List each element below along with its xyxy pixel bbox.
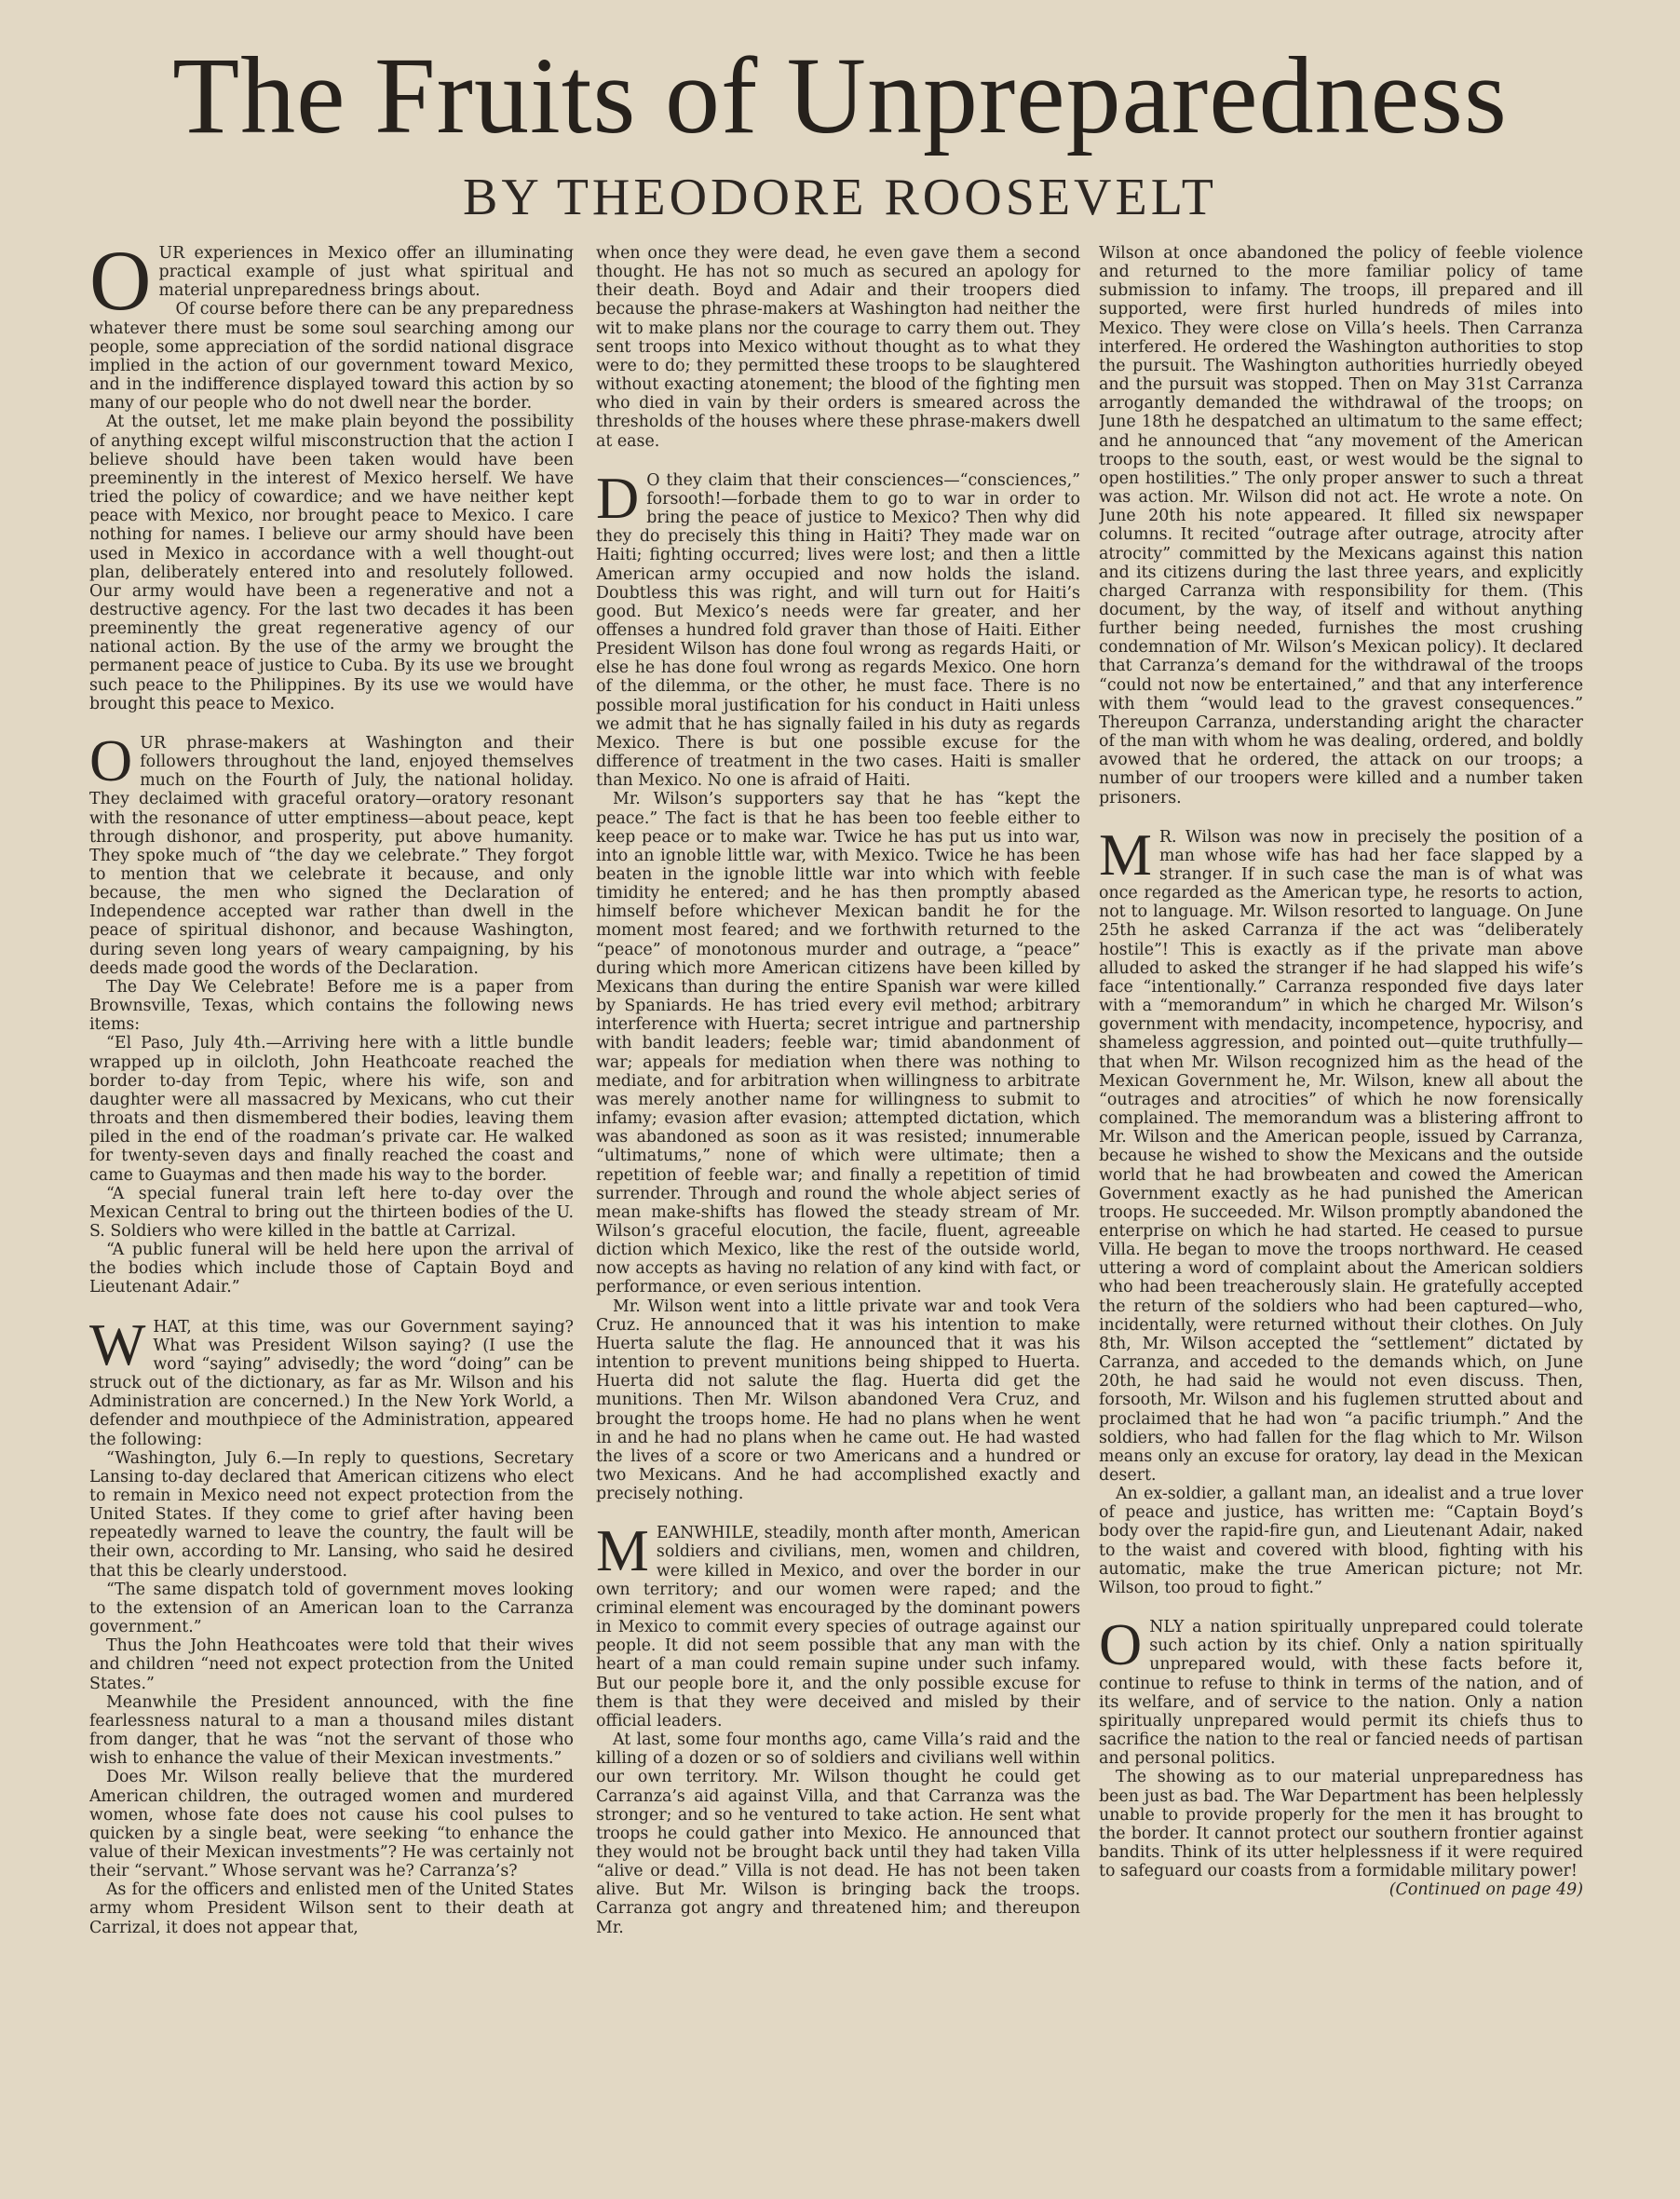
paragraph: Mr. Wilson went into a little private war and took Vera Cruz. He announced that it was his intention to make Huerta salute the flag. He announced that it was his intention to prevent munitions being shipped to Huerta. Huerta did not salute the flag. Huerta did get the munitions. Then Mr. Wilson abandoned Vera Cruz, and brought the troops home. He had no plans when he went in and he had no plans when he came out. He had wasted the lives of a score or two Americans and a hundred or two Mexicans. And he had accomplished exactly and precisely nothing. bbox=[596, 1296, 1080, 1504]
paragraph-text: HAT, at this time, was our Government saying? What was President Wilson saying? (I use the word “saying” advisedly; the word “doing” can be struck out of the dictionary, as far as Mr. Wilson and his Administration are concerned.) In the New York World, a defender and mouthpiece of the Administration, appeared the following: bbox=[89, 1317, 574, 1449]
text-column-3 bbox=[1099, 244, 1583, 2163]
drop-cap: D bbox=[596, 464, 640, 531]
text-column-2 bbox=[596, 244, 1080, 2163]
text-column-1 bbox=[89, 244, 574, 2163]
section-paragraph bbox=[89, 726, 574, 978]
paragraph-text: UR phrase-makers at Washington and their followers throughout the land, enjoyed themselves much on the Fourth of July, the national holiday. They declaimed with graceful oratory—oratory resonant with the resonance of utter emptiness—about peace, kept through dishonor, and prosperity, put above humanity. They spoke much of “the day we celebrate.” They forgot to mention that we celebrate it because, and only because, the men who signed the Declaration of Independence accepted war rather than dwell in the peace of spiritual dishonor, and because Washington, during seven long years of weary campaigning, by his deeds made good the words of the Declaration. bbox=[89, 733, 574, 978]
article-title: The Fruits of Unpreparedness bbox=[172, 34, 1508, 156]
paragraph: Of course before there can be any preparedness whatever there must be some soul searching among our people, some appreciation of the sordid national disgrace implied in the action of our government toward Mexico, and in the indifference displayed toward this action by so many of our people who do not dwell near the border. bbox=[89, 300, 574, 414]
article-byline: BY THEODORE ROOSEVELT bbox=[463, 169, 1217, 226]
paragraph: “El Paso, July 4th.—Arriving here with a little bundle wrapped up in oilcloth, John Heathcoate reached the border to-day from Tepic, where his wife, son and daughter were all massacred by Mexicans, who cut their throats and then dismembered their bodies, leaving them piled in the end of the roadman’s private car. He walked for twenty-seven days and finally reached the coast and came to Guaymas and then made his way to the border. bbox=[89, 1034, 574, 1185]
paragraph-text: UR experiences in Mexico offer an illuminating practical example of just what spiritual and material unpreparedness brings about. bbox=[158, 244, 574, 301]
paragraph: The Day We Celebrate! Before me is a paper from Brownsville, Texas, which contains the following news items: bbox=[89, 977, 574, 1035]
drop-cap: M bbox=[596, 1517, 649, 1584]
paragraph: Does Mr. Wilson really believe that the murdered American children, the outraged women and murdered women, whose fate does not cause his cool pulses to quicken by a single beat, were seeking “to enhance the value of their Mexican investments”? He was certainly not their “servant.” Whose servant was he? Carranza’s? bbox=[89, 1768, 574, 1881]
paragraph: At the outset, let me make plain beyond the possibility of anything except wilful misconstruction that the action I believe should have been taken would have been preeminently in the interest of Mexico herself. We have tried the policy of cowardice; and we have neither kept peace with Mexico, nor brought peace to Mexico. I care nothing for names. I believe our army should have been used in Mexico in accordance with a well thought-out plan, deliberately entered into and resolutely followed. Our army would have been a regenerative and not a destructive agency. For the last two decades it has been preeminently the great regenerative agency of our national action. By the use of the army we brought the permanent peace of justice to Cuba. By its use we brought such peace to the Philippines. By its use we would have brought this peace to Mexico. bbox=[89, 413, 574, 713]
paragraph-text: O they claim that their consciences—“consciences,” forsooth!—forbade them to go to war in order to bring the peace of justice to Mexico? Then why did they do precisely this thing in Haiti? They made war on Haiti; fighting occurred; lives were lost; and then a little American army occupied and now holds the island. Doubtless this was right, and will turn out for Haiti’s good. But Mexico’s needs were far greater, and her offenses a hundred fold graver than those of Haiti. Either President Wilson has done foul wrong as regards Haiti, or else he has done foul wrong as regards Mexico. One horn of the dilemma, or the other, he must face. There is no possible moral justification for his conduct in Haiti unless we admit that he has signally failed in his duty as regards Mexico. There is but one possible excuse for the difference of treatment in the two cases. Haiti is smaller than Mexico. No one is afraid of Haiti. bbox=[596, 470, 1080, 791]
section-paragraph bbox=[89, 1310, 574, 1449]
paragraph-text: NLY a nation spiritually unprepared could tolerate such action by its chief. Only a nation spiritually unprepared would, with these facts before it, continue to refuse to think in terms of the nation, and of its welfare, and of service to the nation. Only a nation spiritually unprepared would permit its chiefs thus to sacrifice the nation to the real or fancied needs of partisan and personal politics. bbox=[1099, 1618, 1583, 1769]
paragraph: “A special funeral train left here to-day over the Mexican Central to bring out the thirteen bodies of the U. S. Soldiers who were killed in the battle at Carrizal. bbox=[89, 1184, 574, 1241]
paragraph: Wilson at once abandoned the policy of feeble violence and returned to the more familiar policy of tame submission to infamy. The troops, ill prepared and ill supported, were first hurled hundreds of miles into Mexico. They were close on Villa’s heels. Then Carranza interfered. He ordered the Washington authorities to stop the pursuit. The Washington authorities hurriedly obeyed and the pursuit was stopped. Then on May 31st Carranza arrogantly demanded the withdrawal of the troops; on June 18th he despatched an ultimatum to the same effect; and he announced that “any movement of the American troops to the south, east, or west would be the signal to open hostilities.” The only proper answer to such a threat was action. Mr. Wilson did not act. He wrote a note. On June 20th his note appeared. It filled six newspaper columns. It recited “outrage after outrage, atrocity after atrocity” committed by the Mexicans against this nation and its citizens during the last three years, and explicitly charged Carranza with responsibility for them. (This document, by the way, of itself and without anything further being needed, furnishes the most crushing condemnation of Mr. Wilson’s Mexican policy). It declared that Carranza’s demand for the withdrawal of the troops “could not now be entertained,” and that any interference with them “would lead to the gravest consequences.” Thereupon Carranza, understanding aright the character of the man with whom he was dealing, ordered, and boldly avowed that he ordered, the attack on our troops; a number of our troopers were killed and a number taken prisoners. bbox=[1099, 244, 1583, 808]
paragraph: Thus the John Heathcoates were told that their wives and children “need not expect protection from the United States.” bbox=[89, 1636, 574, 1693]
drop-cap: O bbox=[1099, 1611, 1143, 1678]
section-paragraph bbox=[596, 1517, 1080, 1731]
paragraph-text: R. Wilson was now in precisely the position of a man whose wife has had her face slapped by a stranger. If in such case the man is of what was once regarded as the American type, he resorts to action, not to language. Mr. Wilson resorted to language. On June 25th he asked Carranza if the act was “deliberately hostile”! This is exactly as if the private man above alluded to asked the stranger if he had slapped his wife’s face “intentionally.” Carranza responded five days later with a “memorandum” in which he charged Mr. Wilson’s government with mendacity, incompetence, hypocrisy, and shameless aggression, and pointed out—quite truthfully—that when Mr. Wilson recognized him as the head of the Mexican Government he, Mr. Wilson, knew all about the “outrages and atrocities” of which he now forensically complained. The memorandum was a blistering affront to Mr. Wilson and the American people, issued by Carranza, because he wished to show the Mexicans and the outside world that he had browbeaten and cowed the American Government exactly as he had punished the American troops. He succeeded. Mr. Wilson promptly abandoned the enterprise on which he had started. He ceased to pursue Villa. He began to move the troops northward. He ceased uttering a word of complaint about the American soldiers who had been treacherously slain. He gratefully accepted the return of the soldiers who had been captured—who, incidentally, were returned without their clothes. On July 8th, Mr. Wilson accepted the “settlement” dictated by Carranza, and acceded to the demands which, on June 20th, he had said he would not even discuss. Then, forsooth, Mr. Wilson and his fuglemen strutted about and proclaimed that he had won “a pacific triumph.” And the soldiers, who had fallen for the flag which to Mr. Wilson means only an excuse for oratory, lay dead in the Mexican desert. bbox=[1099, 827, 1583, 1485]
drop-cap: M bbox=[1099, 821, 1152, 888]
drop-cap: O bbox=[89, 244, 152, 328]
paragraph: when once they were dead, he even gave them a second thought. He has not so much as secured an apology for their death. Boyd and Adair and their troopers died because the phrase-makers at Washington had neither the wit to make plans nor the courage to carry them out. They sent troops into Mexico without thought as to what they were to do; they permitted these troops to be slaughtered without exacting atonement; the blood of the fighting men who died in vain by their orders is smeared across the thresholds of the houses where these phrase-makers dwell at ease. bbox=[596, 244, 1080, 451]
paragraph: “Washington, July 6.—In reply to questions, Secretary Lansing to-day declared that American citizens who elect to remain in Mexico need not expect protection from the United States. If they come to grief after having been repeatedly warned to leave the country, the fault will be their own, according to Mr. Lansing, who said he desired that this be clearly understood. bbox=[89, 1448, 574, 1581]
continued-note: (Continued on page 49) bbox=[1389, 1880, 1583, 1900]
paragraph: “The same dispatch told of government moves looking to the extension of an American loan to the Carranza government.” bbox=[89, 1580, 574, 1637]
paragraph: The showing as to our material unpreparedness has been just as bad. The War Department has been helplessly unable to provide properly for the men it has brought to the border. It cannot protect our southern frontier against bandits. Think of its utter helplessness if it were required to safeguard our coasts from a formidable military power! bbox=[1099, 1768, 1583, 1881]
section-paragraph bbox=[89, 244, 574, 328]
section-paragraph bbox=[1099, 1611, 1583, 1769]
drop-cap: W bbox=[89, 1310, 146, 1378]
section-paragraph bbox=[1099, 821, 1583, 1485]
paragraph: Mr. Wilson’s supporters say that he has “kept the peace.” The fact is that he has been too feeble either to keep peace or to make war. Twice he has put us into war, into an ignoble little war, with Mexico. Twice he has been beaten in the ignoble little war into which with feeble timidity he entered; and he has then promptly abased himself before whichever Mexican bandit he for the moment most feared; and we forthwith returned to the “peace” of monotonous murder and outrage, a “peace” during which more American citizens have been killed by Mexicans than during the entire Spanish war were killed by Spaniards. He has tried every evil method; arbitrary interference with Huerta; secret intrigue and partnership with bandit leaders; feeble war; timid abandonment of war; appeals for mediation when there was nothing to mediate, and for arbitration when willingness to arbitrate was merely another name for willingness to submit to infamy; evasion after evasion; attempted dictation, which was abandoned as soon as it was resisted; innumerable “ultimatums,” none of which were ultimate; then a repetition of feeble war; and finally a repetition of timid surrender. Through and round the whole abject series of mean make-shifts has flowed the steady stream of Mr. Wilson’s graceful elocution, the facile, fluent, agreeable diction which Mexico, like the rest of the outside world, now accepts as having no relation of any kind with fact, or performance, or even serious intention. bbox=[596, 790, 1080, 1297]
paragraph: Meanwhile the President announced, with the fine fearlessness natural to a man a thousand miles distant from danger, that he was “not the servant of those who wish to enhance the value of their Mexican investments.” bbox=[89, 1692, 574, 1769]
paragraph: An ex-soldier, a gallant man, an idealist and a true lover of peace and justice, has written me: “Captain Boyd’s body over the rapid-fire gun, and Lieutenant Adair, naked to the waist and covered with blood, fighting with his automatic, make the true American picture; not Mr. Wilson, too proud to fight.” bbox=[1099, 1485, 1583, 1597]
drop-cap: O bbox=[89, 726, 133, 794]
paragraph: As for the officers and enlisted men of the United States army whom President Wilson sent to their death at Carrizal, it does not appear that, bbox=[89, 1880, 574, 1937]
paragraph-text: EANWHILE, steadily, month after month, American soldiers and civilians, men, women and children, were killed in Mexico, and over the border in our own territory; and our women were raped; and the criminal element was encouraged by the dominant powers in Mexico to commit every species of outrage against our people. It did not seem possible that any man with the heart of a man could remain supine under such infamy. But our people bore it, and the only possible excuse for them is that they were deceived and misled by their official leaders. bbox=[596, 1524, 1080, 1731]
paragraph: At last, some four months ago, came Villa’s raid and the killing of a dozen or so of soldiers and civilians well within our own territory. Mr. Wilson thought he could get Carranza’s aid against Villa, and that Carranza was the stronger; and so he ventured to take action. He sent what troops he could gather into Mexico. He announced that they would not be brought back until they had taken Villa “alive or dead.” Villa is not dead. He has not been taken alive. But Mr. Wilson is bringing back the troops. Carranza got angry and threatened him; and thereupon Mr. bbox=[596, 1731, 1080, 1937]
section-paragraph bbox=[596, 464, 1080, 791]
paragraph: “A public funeral will be held here upon the arrival of the bodies which include those of Captain Boyd and Lieutenant Adair.” bbox=[89, 1241, 574, 1297]
